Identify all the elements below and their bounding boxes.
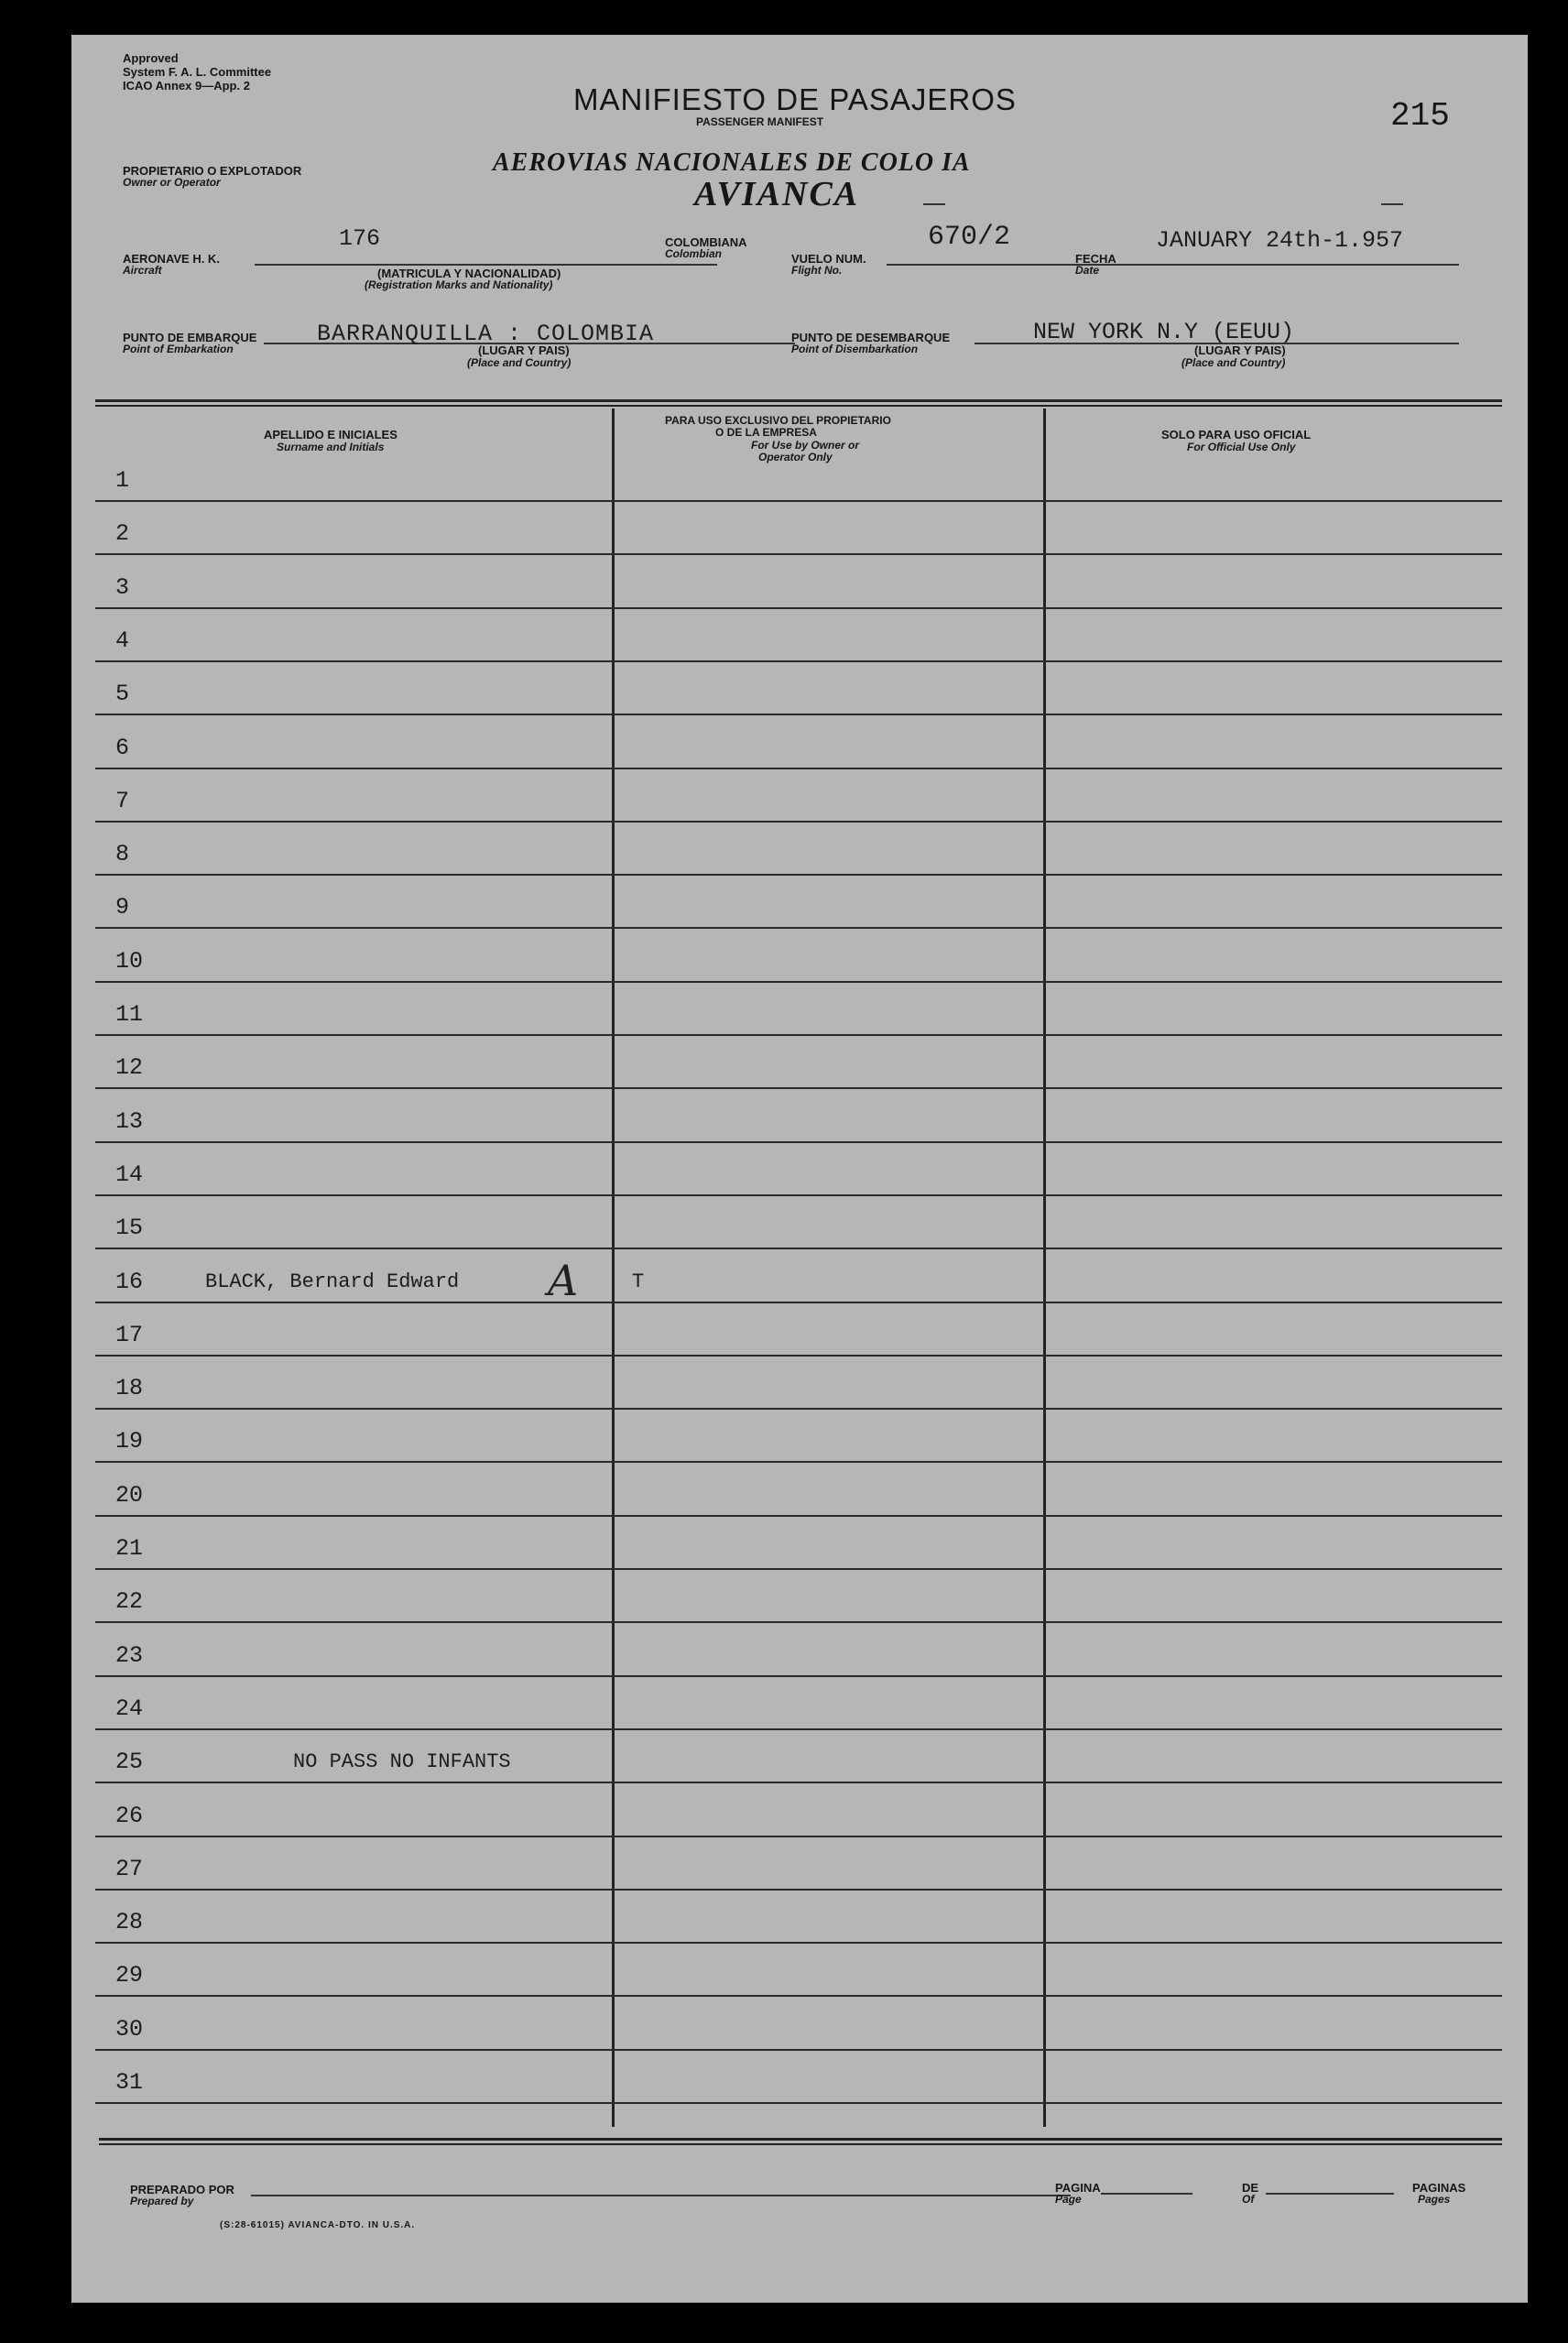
row-rule (95, 1087, 1502, 1089)
date-value[interactable]: JANUARY 24th-1.957 (1156, 227, 1404, 254)
column-divider (1043, 409, 1046, 2127)
row-rule (95, 1302, 1502, 1303)
row-rule (95, 1728, 1502, 1730)
of-label: DE (1242, 2181, 1259, 2195)
approval-line: Approved (123, 51, 179, 65)
passenger-name-cell[interactable]: NO PASS NO INFANTS (293, 1750, 511, 1773)
official-use-cell[interactable] (1050, 1108, 1498, 1139)
flight-label-en: Flight No. (791, 264, 843, 277)
official-use-cell[interactable] (1050, 1161, 1498, 1193)
date-label: FECHA (1075, 252, 1116, 266)
aircraft-label: AERONAVE H. K. (123, 252, 220, 266)
airline-line: AEROVIAS NACIONALES DE COLO IA (493, 148, 971, 177)
col2-header-en-2: Operator Only (758, 451, 833, 463)
col2-header-en-1: For Use by Owner or (751, 439, 860, 452)
row-rule (95, 714, 1502, 715)
passenger-name-cell[interactable]: BLACK, Bernard Edward (205, 1270, 460, 1293)
row-number: 21 (115, 1535, 144, 1562)
row-rule (95, 660, 1502, 662)
pages-label-en: Pages (1418, 2193, 1451, 2206)
official-use-cell[interactable] (1050, 1054, 1498, 1085)
row-rule (95, 2049, 1502, 2051)
row-number: 26 (115, 1803, 144, 1829)
table-bottom-rule (99, 2143, 1502, 2145)
official-use-cell[interactable] (1050, 1749, 1498, 1780)
row-rule (95, 1675, 1502, 1677)
official-use-cell[interactable] (1050, 735, 1498, 766)
official-use-cell[interactable] (1050, 1909, 1498, 1940)
prepared-label-en: Prepared by (130, 2195, 194, 2207)
official-use-cell[interactable] (1050, 1269, 1498, 1300)
embark-label-en: Point of Embarkation (123, 343, 234, 355)
row-rule (95, 1141, 1502, 1143)
table-top-rule (95, 399, 1502, 402)
row-number: 3 (115, 574, 130, 601)
header-dash (1381, 203, 1403, 205)
col2-header-2: O DE LA EMPRESA (715, 426, 817, 439)
table-bottom-rule (99, 2138, 1502, 2141)
row-number: 22 (115, 1588, 144, 1615)
column-divider (612, 409, 615, 2127)
row-rule (95, 1408, 1502, 1410)
official-use-cell[interactable] (1050, 681, 1498, 712)
row-rule (95, 1568, 1502, 1570)
row-rule (95, 768, 1502, 769)
prepared-label: PREPARADO POR (130, 2183, 234, 2196)
official-use-cell[interactable] (1050, 467, 1498, 498)
pages-label: PAGINAS (1412, 2181, 1466, 2195)
row-number: 27 (115, 1856, 144, 1882)
registration-caption: (MATRICULA Y NACIONALIDAD) (377, 267, 561, 280)
row-number: 10 (115, 948, 144, 975)
row-rule (95, 1194, 1502, 1196)
row-number: 20 (115, 1482, 144, 1509)
row-number: 25 (115, 1749, 144, 1775)
page-label: PAGINA (1055, 2181, 1101, 2195)
row-number: 13 (115, 1108, 144, 1135)
printer-line: (S:28-61015) AVIANCA-DTO. IN U.S.A. (220, 2220, 416, 2230)
official-use-cell[interactable] (1050, 1215, 1498, 1246)
registration-caption-en: (Registration Marks and Nationality) (365, 278, 553, 291)
row-rule (95, 927, 1502, 929)
row-number: 14 (115, 1161, 144, 1188)
official-use-cell[interactable] (1050, 1535, 1498, 1566)
row-rule (95, 1355, 1502, 1357)
official-use-cell[interactable] (1050, 1962, 1498, 1993)
official-use-cell[interactable] (1050, 1428, 1498, 1459)
table-top-rule (95, 405, 1502, 407)
row-number: 30 (115, 2016, 144, 2043)
official-use-cell[interactable] (1050, 2069, 1498, 2100)
row-number: 31 (115, 2069, 144, 2096)
row-number: 28 (115, 1909, 144, 1935)
handwritten-mark: A (548, 1256, 579, 1305)
row-rule (95, 1515, 1502, 1517)
row-number: 6 (115, 735, 130, 761)
row-number: 4 (115, 627, 130, 654)
flight-label: VUELO NUM. (791, 252, 866, 266)
manifest-subtitle: PASSENGER MANIFEST (696, 115, 824, 128)
row-number: 17 (115, 1322, 144, 1348)
row-rule (95, 1461, 1502, 1463)
row-number: 8 (115, 841, 130, 867)
date-label-en: Date (1075, 264, 1100, 277)
row-number: 24 (115, 1695, 144, 1722)
row-rule (95, 1248, 1502, 1249)
prepared-line (251, 2195, 1071, 2196)
col1-header-en: Surname and Initials (277, 441, 385, 453)
aircraft-label-en: Aircraft (123, 264, 162, 277)
official-use-cell[interactable] (1050, 574, 1498, 605)
official-use-cell[interactable] (1050, 1322, 1498, 1353)
row-rule (95, 1995, 1502, 1997)
row-number: 19 (115, 1428, 144, 1455)
row-rule (95, 1942, 1502, 1944)
row-number: 7 (115, 788, 130, 814)
registration-value[interactable]: 176 (339, 225, 381, 252)
row-number: 29 (115, 1962, 144, 1989)
official-use-cell[interactable] (1050, 520, 1498, 551)
manifest-sheet (71, 35, 1528, 2303)
col2-header-1: PARA USO EXCLUSIVO DEL PROPIETARIO (665, 414, 891, 427)
row-rule (95, 1621, 1502, 1623)
official-use-cell[interactable] (1050, 1001, 1498, 1032)
header-dash (923, 203, 945, 205)
official-use-cell[interactable] (1050, 841, 1498, 872)
disembark-caption: (LUGAR Y PAIS) (1194, 343, 1286, 357)
row-rule (95, 874, 1502, 876)
row-rule (95, 1034, 1502, 1036)
disembark-label-en: Point of Disembarkation (791, 343, 919, 355)
row-rule (95, 1889, 1502, 1891)
nationality-label: COLOMBIANA (665, 235, 747, 249)
owner-label: PROPIETARIO O EXPLOTADOR (123, 164, 302, 178)
page-stamp: 215 (1390, 97, 1450, 135)
date-line (1132, 264, 1459, 266)
official-use-cell[interactable] (1050, 1803, 1498, 1834)
row-rule (95, 1836, 1502, 1837)
page-label-en: Page (1055, 2193, 1082, 2206)
row-number: 1 (115, 467, 130, 494)
col3-header: SOLO PARA USO OFICIAL (1161, 428, 1312, 441)
disembark-label: PUNTO DE DESEMBARQUE (791, 331, 951, 344)
row-number: 15 (115, 1215, 144, 1241)
row-number: 23 (115, 1642, 144, 1669)
row-rule (95, 607, 1502, 609)
official-use-cell[interactable] (1050, 1482, 1498, 1513)
disembark-caption-en: (Place and Country) (1181, 356, 1286, 369)
row-rule (95, 1782, 1502, 1783)
official-use-cell[interactable] (1050, 2016, 1498, 2047)
approval-line: System F. A. L. Committee (123, 65, 272, 79)
page-line (1101, 2193, 1192, 2195)
official-use-cell[interactable] (1050, 1695, 1498, 1727)
official-use-cell[interactable] (1050, 948, 1498, 979)
row-number: 9 (115, 894, 130, 921)
row-number: 18 (115, 1375, 144, 1401)
nationality-label-en: Colombian (665, 247, 722, 260)
registration-line (255, 264, 717, 266)
approval-block (123, 51, 271, 93)
embark-label: PUNTO DE EMBARQUE (123, 331, 257, 344)
manifest-title: MANIFIESTO DE PASAJEROS (573, 82, 1017, 116)
row-rule (95, 553, 1502, 555)
official-use-cell[interactable] (1050, 1642, 1498, 1673)
row-number: 12 (115, 1054, 144, 1081)
row-number: 11 (115, 1001, 144, 1028)
embark-caption-en: (Place and Country) (467, 356, 572, 369)
row-number: 5 (115, 681, 130, 707)
official-use-cell[interactable] (1050, 627, 1498, 659)
of-label-en: Of (1242, 2193, 1255, 2206)
row-rule (95, 500, 1502, 502)
embark-caption: (LUGAR Y PAIS) (478, 343, 570, 357)
row-rule (95, 2102, 1502, 2104)
col3-header-en: For Official Use Only (1187, 441, 1296, 453)
row-rule (95, 981, 1502, 983)
operator-code-cell[interactable]: T (632, 1270, 645, 1293)
owner-label-en: Owner or Operator (123, 176, 221, 189)
official-use-cell[interactable] (1050, 1588, 1498, 1619)
approval-line: ICAO Annex 9—App. 2 (123, 79, 250, 93)
official-use-cell[interactable] (1050, 1856, 1498, 1887)
official-use-cell[interactable] (1050, 788, 1498, 819)
embark-value[interactable]: BARRANQUILLA : COLOMBIA (317, 321, 655, 347)
flight-value[interactable]: 670/2 (928, 222, 1011, 253)
of-line (1266, 2193, 1394, 2195)
airline-name: AVIANCA (694, 175, 860, 213)
official-use-cell[interactable] (1050, 1375, 1498, 1406)
row-number: 16 (115, 1269, 144, 1295)
row-number: 2 (115, 520, 130, 547)
col1-header: APELLIDO E INICIALES (264, 428, 397, 441)
disembark-value[interactable]: NEW YORK N.Y (EEUU) (1033, 319, 1295, 345)
official-use-cell[interactable] (1050, 894, 1498, 925)
row-rule (95, 821, 1502, 823)
